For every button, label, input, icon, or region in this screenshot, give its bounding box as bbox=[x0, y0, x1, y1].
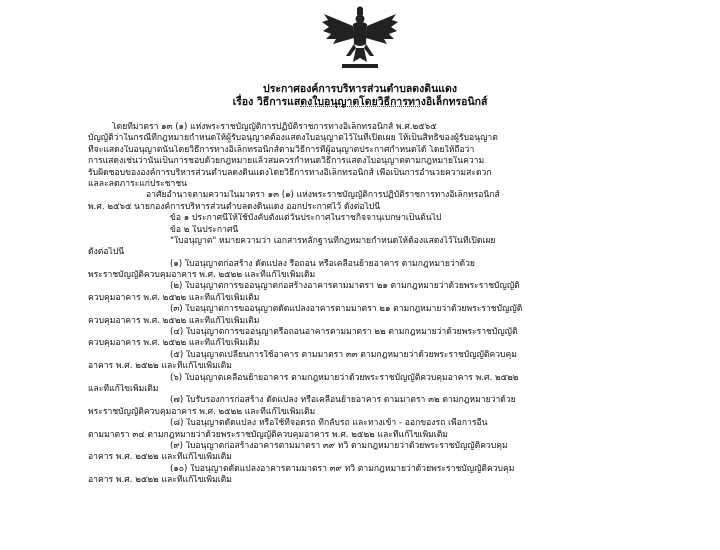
document-subject: เรื่อง วิธีการแสดงใบอนุญาตโดยวิธีการทางอิเล็กทรอนิกส์ bbox=[232, 96, 488, 108]
list-item-7-cont: พระราชบัญญัติควบคุมอาคาร พ.ศ. ๒๕๒๒ และที่แก้ไขเพิ่มเติม bbox=[88, 406, 316, 417]
list-item-2: (๒) ใบอนุญาตการขออนุญาตก่อสร้างอาคารตามมาตรา ๒๑ ตามกฎหมายว่าด้วยพระราชบัญญัติ bbox=[170, 281, 520, 292]
intro-line: บัญญัติว่าในกรณีที่กฎหมายกำหนดให้ผู้รับอนุญาตต้องแสดงใบอนุญาตไว้ในที่เปิดเผย ให้เป็นสิทธิของผู้รับอนุญาต bbox=[88, 133, 498, 144]
garuda-emblem-icon bbox=[320, 6, 400, 72]
list-item-5-cont: อาคาร พ.ศ. ๒๕๒๒ และที่แก้ไขเพิ่มเติม bbox=[88, 361, 232, 372]
list-item-9-cont: อาคาร พ.ศ. ๒๕๒๒ และที่แก้ไขเพิ่มเติม bbox=[88, 452, 232, 463]
clause-1: ข้อ ๑ ประกาศนี้ให้ใช้บังคับตั้งแต่วันประกาศในราชกิจจานุเบกษาเป็นต้นไป bbox=[170, 213, 442, 224]
list-item-10: (๑๐) ใบอนุญาตดัดแปลงอาคารตามมาตรา ๓๙ ทวิ ตามกฎหมายว่าด้วยพระราชบัญญัติควบคุม bbox=[170, 463, 515, 474]
list-item-10-cont: อาคาร พ.ศ. ๒๕๒๒ และที่แก้ไขเพิ่มเติม bbox=[88, 475, 232, 486]
document-body bbox=[88, 122, 648, 487]
list-item-6: (๖) ใบอนุญาตเคลื่อนย้ายอาคาร ตามกฎหมายว่าด้วยพระราชบัญญัติควบคุมอาคาร พ.ศ. ๒๕๒๒ bbox=[170, 372, 519, 383]
intro-line: การแสดงเช่นว่านั้นเป็นการชอบด้วยกฎหมายแล้วสมควรกำหนดวิธีการแสดงใบอนุญาตตามกฎหมายในความ bbox=[88, 156, 485, 167]
authority-line: อาศัยอำนาจตามความในมาตรา ๑๓ (๑) แห่งพระราชบัญญัติการปฏิบัติราชการทางอิเล็กทรอนิกส์ bbox=[146, 190, 500, 201]
list-item-8: (๘) ใบอนุญาตดัดแปลง หรือใช้ที่จอดรถ ที่กลับรถ และทางเข้า - ออกของรถ เพื่อการอื่น bbox=[170, 418, 488, 429]
clause-2: ข้อ ๒ ในประกาศนี้ bbox=[170, 224, 239, 235]
list-item-4: (๔) ใบอนุญาตการขออนุญาตรื้อถอนอาคารตามมาตรา ๒๒ ตามกฎหมายว่าด้วยพระราชบัญญัติ bbox=[170, 327, 518, 338]
document-title: ประกาศองค์การบริหารส่วนตำบลดงดินแดง bbox=[263, 83, 457, 95]
list-item-8-cont: ตามมาตรา ๓๔ ตามกฎหมายว่าด้วยพระราชบัญญัติควบคุมอาคาร พ.ศ. ๒๕๒๒ และที่แก้ไขเพิ่มเติม bbox=[88, 429, 448, 440]
list-item-9: (๙) ใบอนุญาตก่อสร้างอาคารตามมาตรา ๓๙ ทวิ ตามกฎหมายว่าด้วยพระราชบัญญัติควบคุม bbox=[170, 440, 508, 451]
list-item-5: (๕) ใบอนุญาตเปลี่ยนการใช้อาคาร ตามมาตรา ๓๓ ตามกฎหมายว่าด้วยพระราชบัญญัติควบคุม bbox=[170, 349, 517, 360]
definition-line: "ใบอนุญาต" หมายความว่า เอกสารหลักฐานที่กฎหมายกำหนดให้ต้องแสดงไว้ในที่เปิดเผย bbox=[170, 235, 496, 246]
list-item-1: (๑) ใบอนุญาตก่อสร้าง ดัดแปลง รื้อถอน หรือเคลื่อนย้ายอาคาร ตามกฎหมายว่าด้วย bbox=[170, 258, 475, 269]
list-item-2-cont: ควบคุมอาคาร พ.ศ. ๒๕๒๒ และที่แก้ไขเพิ่มเติม bbox=[88, 292, 260, 303]
intro-line: โดยที่มาตรา ๑๓ (๑) แห่งพระราชบัญญัติการปฏิบัติราชการทางอิเล็กทรอนิกส์ พ.ศ.๒๕๖๕ bbox=[112, 122, 437, 132]
list-item-3-cont: ควบคุมอาคาร พ.ศ. ๒๕๒๒ และที่แก้ไขเพิ่มเติม bbox=[88, 315, 260, 326]
list-item-6-cont: และที่แก้ไขเพิ่มเติม bbox=[88, 383, 159, 394]
definition-line: ดังต่อไปนี้ bbox=[88, 247, 125, 258]
list-item-4-cont: ควบคุมอาคาร พ.ศ. ๒๕๒๒ และที่แก้ไขเพิ่มเติม bbox=[88, 338, 260, 349]
list-item-1-cont: พระราชบัญญัติควบคุมอาคาร พ.ศ. ๒๕๒๒ และที่แก้ไขเพิ่มเติม bbox=[88, 270, 316, 281]
intro-line: แลละลดภาระแก่ประชาชน bbox=[88, 178, 188, 189]
intro-line: รับผิดชอบขององค์การบริหารส่วนตำบลดงดินแดงโดยวิธีการทางอิเล็กทรอนิกส์ เพื่อเป็นการอำนวยความสะดวก bbox=[88, 167, 492, 178]
intro-line: ที่จะแสดงใบอนุญาตนั้นโดยวิธีการทางอิเล็กทรอนิกส์ตามวิธีการที่ผู้อนุญาตประกาศกำหนดได้ โดยให้ถือว่า bbox=[88, 144, 475, 155]
title-separator bbox=[300, 106, 420, 107]
list-item-7: (๗) ใบรับรองการก่อสร้าง ดัดแปลง หรือเคลื่อนย้ายอาคาร ตามมาตรา ๓๒ ตามกฎหมายว่าด้วย bbox=[170, 395, 516, 406]
list-item-3: (๓) ใบอนุญาตการขออนุญาตดัดแปลงอาคารตามมาตรา ๒๑ ตามกฎหมายว่าด้วยพระราชบัญญัติ bbox=[170, 304, 523, 315]
authority-line: พ.ศ. ๒๕๖๕ นายกองค์การบริหารส่วนตำบลดงดินแดง ออกประกาศไว้ ดังต่อไปนี้ bbox=[88, 201, 381, 212]
